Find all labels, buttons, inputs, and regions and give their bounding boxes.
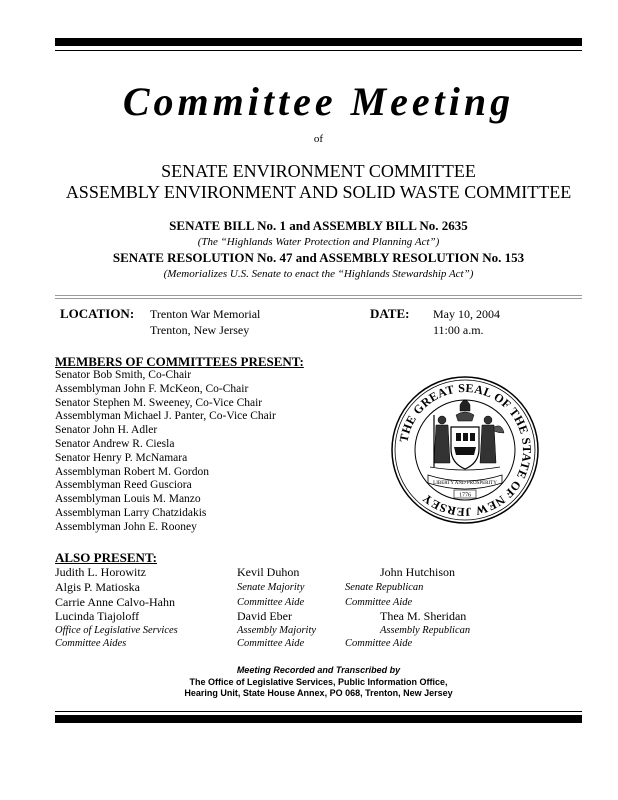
member-item: Senator Henry P. McNamara	[55, 451, 188, 464]
aide-hutchison-role2: Committee Aide	[345, 597, 413, 608]
title-of: of	[313, 133, 324, 145]
aide-duhon-role2: Committee Aide	[237, 597, 305, 608]
member-item: Senator Stephen M. Sweeney, Co-Vice Chair	[55, 396, 263, 409]
member-item: Senator Bob Smith, Co-Chair	[55, 369, 192, 381]
member-item: Assemblyman Reed Gusciora	[55, 479, 192, 492]
aide-sheridan-role2: Committee Aide	[345, 638, 413, 649]
footer-line3: Hearing Unit, State House Annex, PO 068, Trenton, New Jersey	[184, 688, 453, 698]
members-list	[55, 369, 276, 535]
separator-line-2	[55, 298, 582, 299]
seal-ring-text: THE GREAT SEAL OF THE STATE OF NEW JERSEY	[396, 380, 535, 520]
bill-line: SENATE BILL No. 1 and ASSEMBLY BILL No. 2635	[169, 218, 468, 233]
resolution-line: SENATE RESOLUTION No. 47 and ASSEMBLY RESOLUTION No. 153	[112, 250, 525, 265]
great-seal-of-new-jersey	[390, 375, 540, 525]
aide-duhon: Kevil Duhon	[237, 565, 300, 579]
aide-matioska: Algis P. Matioska	[55, 580, 141, 594]
bill-subtitle: (The “Highlands Water Protection and Planning Act”)	[197, 236, 440, 248]
committee-senate: SENATE ENVIRONMENT COMMITTEE	[161, 161, 476, 181]
seal-banner-text: LIBERTY AND PROSPERITY	[433, 481, 497, 486]
resolution-subtitle: (Memorializes U.S. Senate to enact the “Highlands Stewardship Act”)	[163, 268, 474, 280]
aide-sheridan: Thea M. Sheridan	[380, 609, 467, 623]
seal-year: 1776	[459, 492, 471, 499]
committee-assembly: ASSEMBLY ENVIRONMENT AND SOLID WASTE COMMITTEE	[65, 182, 572, 202]
footer-line1: Meeting Recorded and Transcribed by	[236, 665, 401, 675]
member-item: Senator John H. Adler	[55, 424, 158, 437]
members-heading: MEMBERS OF COMMITTEES PRESENT:	[55, 354, 304, 369]
aide-calvo-hahn: Carrie Anne Calvo-Hahn	[55, 595, 175, 609]
also-present-heading: ALSO PRESENT:	[55, 550, 157, 565]
member-item: Assemblyman John F. McKeon, Co-Chair	[55, 382, 249, 395]
transcription-footer	[55, 665, 582, 700]
separator-line-1	[55, 295, 582, 296]
member-item: Assemblyman Louis M. Manzo	[55, 493, 201, 506]
aide-sheridan-role1: Assembly Republican	[380, 625, 471, 636]
aide-horowitz: Judith L. Horowitz	[55, 565, 146, 579]
aide-duhon-role1: Senate Majority	[237, 582, 305, 593]
member-item: Assemblyman John E. Rooney	[55, 520, 197, 533]
document-title: Committee Meeting	[122, 79, 515, 124]
top-thin-rule	[55, 50, 582, 51]
aide-role-committee-aides: Committee Aides	[55, 638, 127, 649]
aide-eber-role1: Assembly Majority	[237, 625, 317, 636]
date-label: DATE:	[370, 306, 410, 321]
member-item: Senator Andrew R. Ciesla	[55, 437, 175, 450]
member-item: Assemblyman Robert M. Gordon	[55, 465, 209, 478]
footer-line2: The Office of Legislative Services, Public Information Office,	[189, 676, 448, 687]
top-thick-rule	[55, 38, 582, 46]
member-item: Assemblyman Michael J. Panter, Co-Vice Chair	[55, 410, 276, 423]
location-label: LOCATION:	[60, 306, 135, 321]
bottom-thin-rule	[55, 711, 582, 712]
member-item: Assemblyman Larry Chatzidakis	[55, 506, 207, 519]
date-value: May 10, 2004	[433, 307, 500, 321]
aide-tiajoloff: Lucinda Tiajoloff	[55, 609, 140, 623]
location-line2: Trenton, New Jersey	[150, 323, 250, 337]
aide-hutchison-role1: Senate Republican	[345, 582, 424, 593]
aide-hutchison: John Hutchison	[380, 565, 455, 579]
bottom-thick-rule	[55, 715, 582, 723]
aide-eber-role2: Committee Aide	[237, 638, 305, 649]
time-value: 11:00 a.m.	[433, 323, 484, 337]
location-line1: Trenton War Memorial	[150, 307, 261, 321]
aide-role-ols: Office of Legislative Services	[55, 625, 178, 636]
aide-eber: David Eber	[237, 609, 292, 623]
